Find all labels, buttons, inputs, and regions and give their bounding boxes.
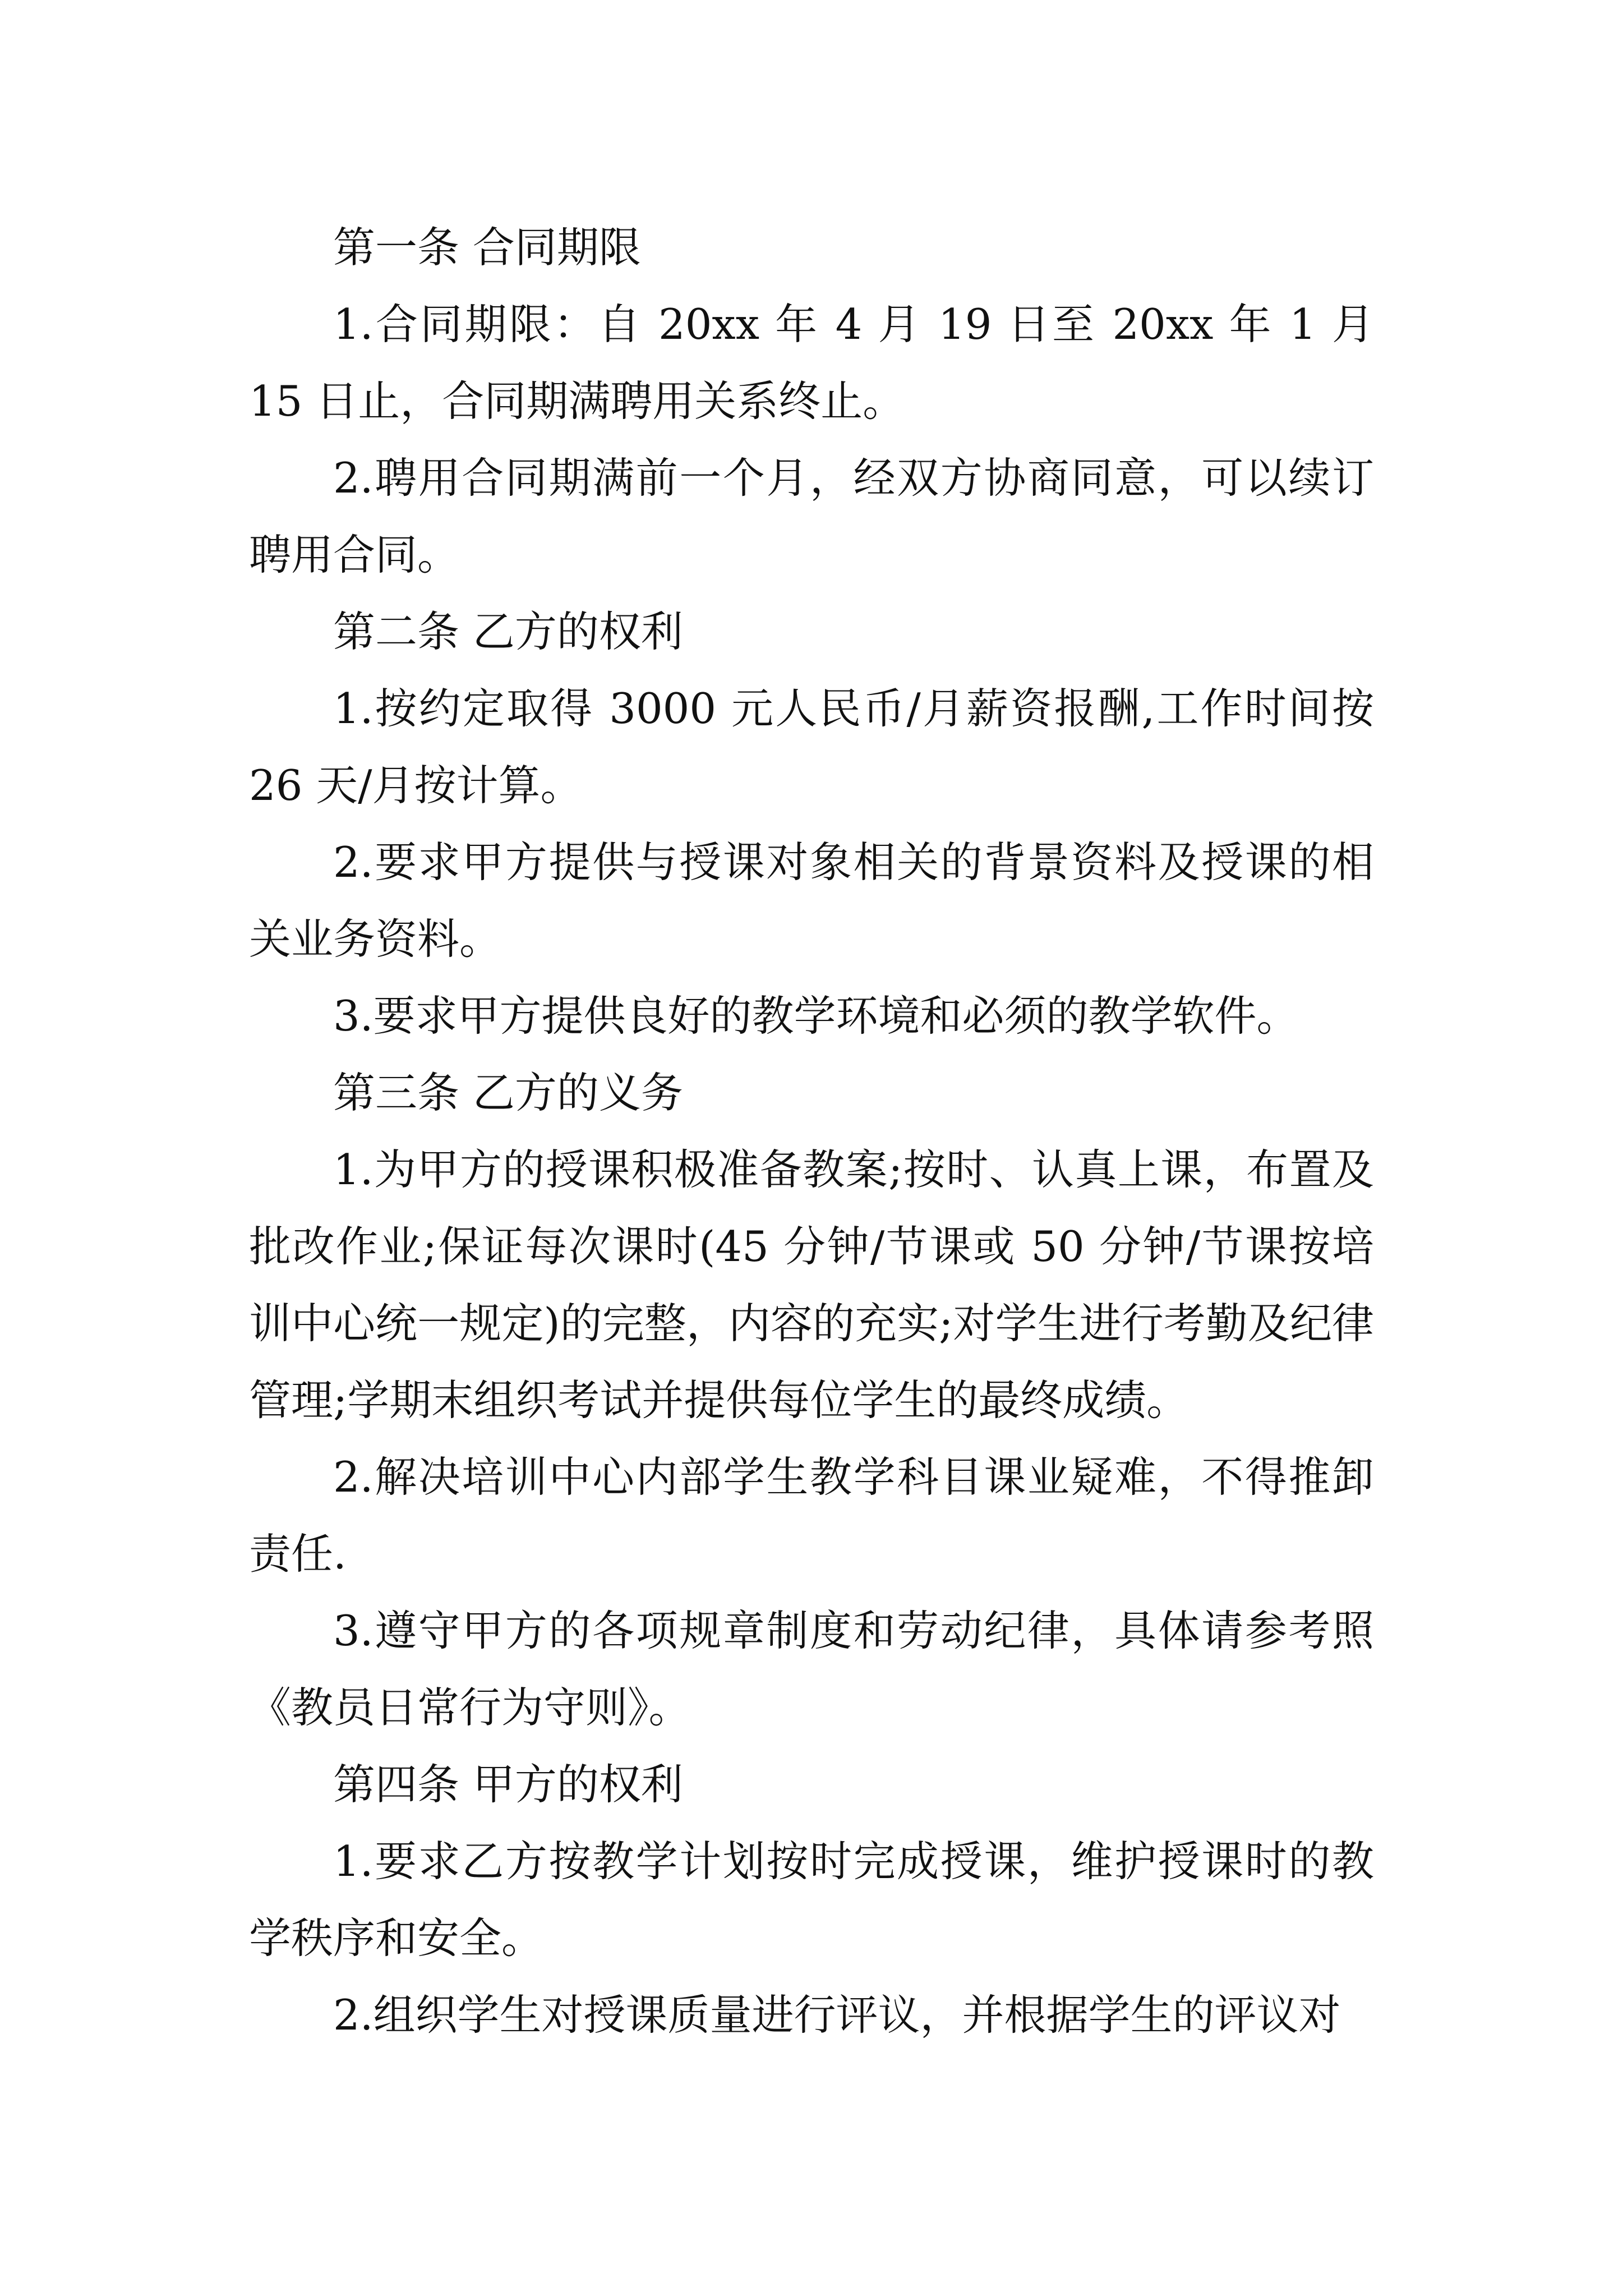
article-3-heading: 第三条 乙方的义务 bbox=[333, 1068, 683, 1117]
contract-body bbox=[249, 209, 1374, 2054]
article-3-item-1: 1.为甲方的授课积极准备教案;按时、认真上课，布置及批改作业;保证每次课时(45 分钟/节课或 50 分钟/节课按培训中心统一规定)的完整，内容的充实;对学生进行考勤及纪律管理;学期末组织考试并提供每位学生的最终成绩。 bbox=[249, 1145, 1374, 1425]
article-1-item-2: 2.聘用合同期满前一个月，经双方协商同意，可以续订聘用合同。 bbox=[249, 453, 1374, 579]
article-4-item-1: 1.要求乙方按教学计划按时完成授课，维护授课时的教学秩序和安全。 bbox=[249, 1837, 1374, 1963]
article-3-item-3: 3.遵守甲方的各项规章制度和劳动纪律，具体请参考照《教员日常行为守则》。 bbox=[249, 1606, 1374, 1732]
article-3-item-2: 2.解决培训中心内部学生教学科目课业疑难，不得推卸责任. bbox=[249, 1452, 1374, 1579]
article-1-heading: 第一条 合同期限 bbox=[333, 223, 641, 272]
article-1-item-1: 1.合同期限：自 20xx 年 4 月 19 日至 20xx 年 1 月 15 日止，合同期满聘用关系终止。 bbox=[249, 300, 1374, 426]
article-2-item-1: 1.按约定取得 3000 元人民币/月薪资报酬,工作时间按 26 天/月按计算。 bbox=[249, 684, 1374, 810]
article-2-heading: 第二条 乙方的权利 bbox=[333, 607, 683, 656]
article-4-heading: 第四条 甲方的权利 bbox=[333, 1760, 683, 1809]
article-4-item-2: 2.组织学生对授课质量进行评议，并根据学生的评议对 bbox=[333, 1990, 1341, 2040]
article-2-item-3: 3.要求甲方提供良好的教学环境和必须的教学软件。 bbox=[333, 991, 1299, 1041]
article-2-item-2: 2.要求甲方提供与授课对象相关的背景资料及授课的相关业务资料。 bbox=[249, 838, 1374, 964]
